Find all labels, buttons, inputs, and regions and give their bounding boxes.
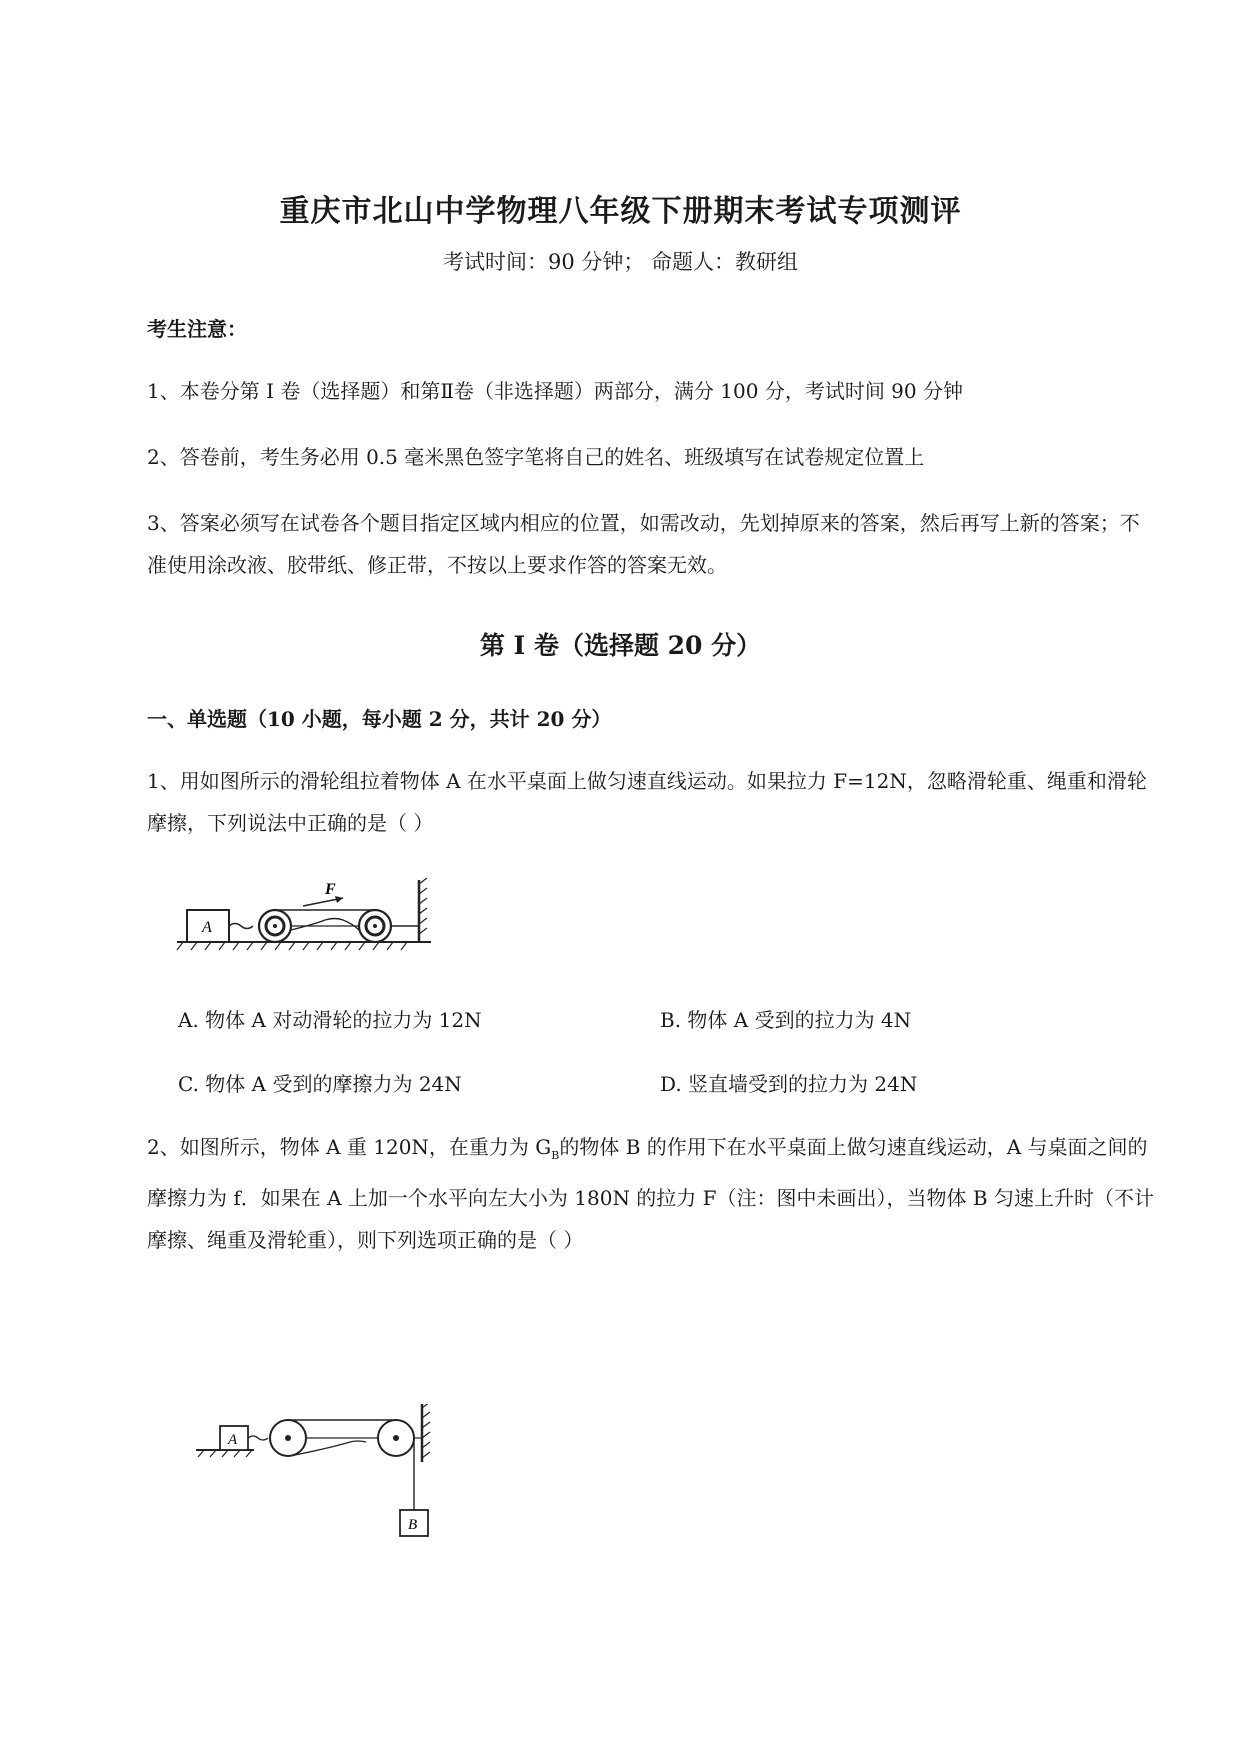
block-b-label: B [408, 1517, 418, 1533]
force-f-label: F [325, 881, 336, 898]
q1-option-d[interactable]: D. 竖直墙受到的拉力为 24N [660, 1072, 918, 1096]
question-1-stem: 1、用如图所示的滑轮组拉着物体 A 在水平桌面上做匀速直线运动。如果拉力 F=12N，忽略滑轮重、绳重和滑轮摩擦，下列说法中正确的是（ ） [147, 769, 1147, 835]
question-2-figure [190, 1404, 440, 1540]
notice-heading: 考生注意： [147, 317, 247, 341]
q2-stem-part2: 的物体 B 的作用下在水平桌面上做匀速直线运动，A 与桌面之间的摩擦力为 f．如果在 A 上加一个水平向左大小为 180N 的拉力 F（注：图中未画出），当物体 B 匀速上升时（不计摩擦、绳重及滑轮重），则下列选项正确的是（ ） [147, 1135, 1154, 1252]
question-1-figure [175, 872, 440, 954]
notice-item-2: 2、答卷前，考生务必用 0.5 毫米黑色签字笔将自己的姓名、班级填写在试卷规定位置上 [147, 445, 925, 469]
notice-item-3: 3、答案必须写在试卷各个题目指定区域内相应的位置，如需改动，先划掉原来的答案，然后再写上新的答案；不准使用涂改液、胶带纸、修正带，不按以上要求作答的答案无效。 [147, 511, 1140, 577]
block-a-label: A [228, 1432, 238, 1448]
section-title: 第 I 卷（选择题 20 分） [479, 631, 762, 660]
block-a-label: A [202, 919, 212, 936]
q2-stem-part1: 2、如图所示，物体 A 重 120N，在重力为 G [147, 1135, 552, 1159]
page-title: 重庆市北山中学物理八年级下册期末考试专项测评 [279, 194, 962, 229]
q1-option-a[interactable]: A. 物体 A 对动滑轮的拉力为 12N [178, 1008, 482, 1032]
question-2-stem [147, 1126, 1157, 1261]
q2-stem-subscript: B [551, 1149, 560, 1162]
q1-option-c[interactable]: C. 物体 A 受到的摩擦力为 24N [178, 1072, 462, 1096]
notice-item-1: 1、本卷分第 I 卷（选择题）和第Ⅱ卷（非选择题）两部分，满分 100 分，考试时间 90 分钟 [147, 379, 963, 403]
section-subheading: 一、单选题（10 小题，每小题 2 分，共计 20 分） [147, 707, 612, 731]
q1-option-b[interactable]: B. 物体 A 受到的拉力为 4N [660, 1008, 912, 1032]
exam-info: 考试时间：90 分钟； 命题人：教研组 [442, 250, 799, 274]
